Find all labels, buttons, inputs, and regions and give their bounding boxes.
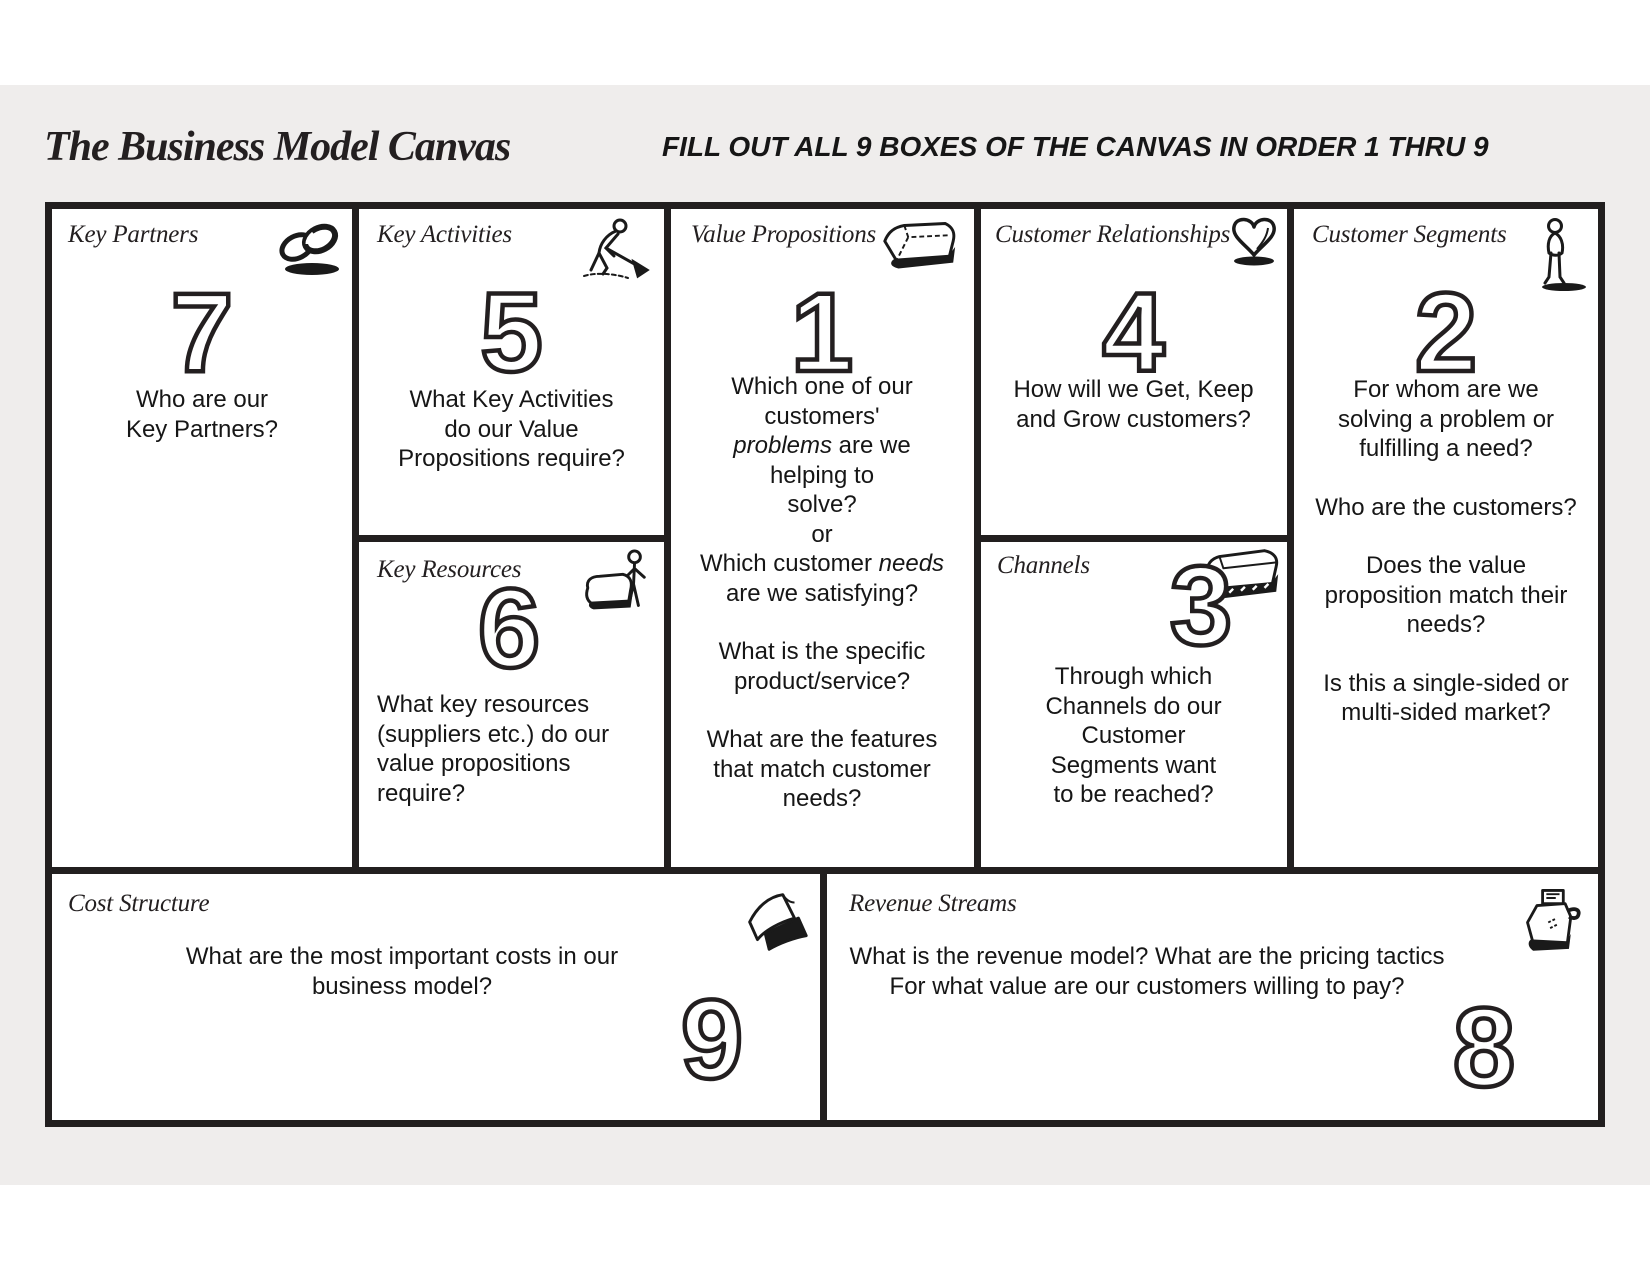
key-activities-title: Key Activities <box>377 221 512 248</box>
step-number-5: 5 <box>480 270 543 395</box>
cash-register-icon <box>1520 884 1584 981</box>
step-number-8: 8 <box>1452 985 1516 1110</box>
revenue-streams-title: Revenue Streams <box>849 890 1017 917</box>
step-number-3: 3 <box>1169 543 1233 668</box>
key-resources-title: Key Resources <box>377 556 522 583</box>
customer-relationships-title: Customer Relationships <box>995 221 1231 248</box>
channels-box <box>981 542 1286 867</box>
value-propositions-title: Value Propositions <box>691 221 877 248</box>
business-model-canvas-grid <box>45 202 1605 1127</box>
customer-segments-title: Customer Segments <box>1312 221 1507 248</box>
instruction-text: FILL OUT ALL 9 BOXES OF THE CANVAS IN ORDER 1 THRU 9 <box>662 131 1489 162</box>
page-title: The Business Model Canvas <box>44 124 511 170</box>
cost-structure-text: What are the most important costs in our business model? <box>185 943 619 1000</box>
customer-segments-text: For whom are we solving a problem or fulfilling a need? Who are the customers? Does the value proposition match their needs? Is this a single-sided or multi-sided market? <box>1315 376 1577 726</box>
key-activities-text: What Key Activities do our Value Propositions require? <box>398 386 625 472</box>
customer-relationships-box <box>981 209 1286 535</box>
key-resources-text: What key resources (suppliers etc.) do our value propositions require? <box>377 691 610 807</box>
channels-text: Through which Channels do our Customer Segments want to be reached? <box>1045 663 1222 808</box>
revenue-streams-text: What is the revenue model? What are the pricing tactics For what value are our customers willing to pay? <box>849 943 1445 1000</box>
value-propositions-text: Which one of our customers' problems are we helping to solve? or Which customer needs are we satisfying? What is the specific product/service? What are the features that match customer needs? <box>699 373 945 812</box>
step-number-1: 1 <box>790 270 854 395</box>
key-resources-box <box>359 542 664 867</box>
key-partners-title: Key Partners <box>68 221 199 248</box>
divider-cost-revenue <box>820 867 827 1120</box>
step-number-9: 9 <box>680 977 744 1102</box>
step-number-2: 2 <box>1414 270 1478 395</box>
digging-person-icon <box>576 217 656 286</box>
customer-relationships-text: How will we Get, Keep and Grow customers? <box>1013 376 1254 433</box>
chain-links-icon <box>274 219 346 282</box>
cost-structure-box <box>52 874 820 1120</box>
revenue-streams-box <box>827 874 1598 1120</box>
person-with-goods-icon <box>580 546 654 633</box>
cost-structure-title: Cost Structure <box>68 890 210 917</box>
key-activities-box <box>359 209 664 535</box>
divider-activities-resources <box>352 535 671 542</box>
step-number-4: 4 <box>1102 270 1165 395</box>
step-number-6: 6 <box>477 566 541 691</box>
heart-icon <box>1226 213 1282 272</box>
channels-title: Channels <box>997 552 1090 579</box>
gift-box-icon <box>875 215 961 282</box>
key-partners-text: Who are our Key Partners? <box>125 386 279 443</box>
step-number-7: 7 <box>170 270 234 395</box>
divider-relationships-channels <box>974 535 1294 542</box>
value-propositions-box <box>671 209 973 867</box>
key-partners-box <box>52 209 352 867</box>
customer-segments-box <box>1294 209 1598 867</box>
